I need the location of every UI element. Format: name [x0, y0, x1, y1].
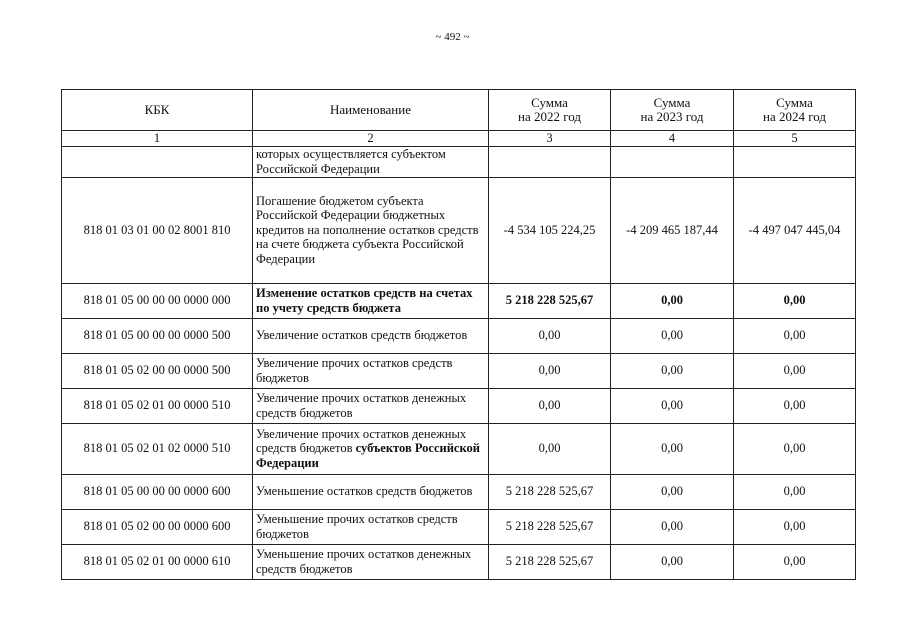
column-number: 5	[734, 131, 856, 147]
kbk-code-cell: 818 01 05 02 01 02 0000 510	[62, 423, 253, 474]
table-row	[62, 177, 856, 283]
column-number: 2	[253, 131, 489, 147]
table-row	[62, 353, 856, 388]
amount-2024-cell: 0,00	[734, 353, 856, 388]
amount-2024-cell: 0,00	[734, 388, 856, 423]
item-name-bold-text: субъектов Российской Федерации	[256, 441, 480, 470]
kbk-code-cell: 818 01 05 00 00 00 0000 000	[62, 283, 253, 318]
header-name: Наименование	[253, 90, 489, 131]
amount-2024-cell: 0,00	[734, 509, 856, 544]
amount-2024-cell: -4 497 047 445,04	[734, 177, 856, 283]
item-name-cell: Увеличение прочих остатков средств бюджетов	[253, 353, 489, 388]
item-name-cell: Изменение остатков средств на счетах по учету средств бюджета	[253, 283, 489, 318]
item-name-cell: Уменьшение остатков средств бюджетов	[253, 474, 489, 509]
amount-2023-cell: 0,00	[611, 544, 734, 579]
kbk-code-cell: 818 01 05 00 00 00 0000 500	[62, 318, 253, 353]
budget-sources-table	[61, 89, 856, 580]
amount-2023-cell: 0,00	[611, 509, 734, 544]
column-number: 4	[611, 131, 734, 147]
table-row	[62, 283, 856, 318]
table-row	[62, 509, 856, 544]
header-sum-2022: Сумма на 2022 год	[489, 90, 611, 131]
amount-2023-cell: 0,00	[611, 318, 734, 353]
kbk-code-cell: 818 01 05 02 00 00 0000 500	[62, 353, 253, 388]
page-number: ~ 492 ~	[435, 31, 470, 43]
amount-2023-cell: 0,00	[611, 353, 734, 388]
item-name-cell: Уменьшение прочих остатков денежных средств бюджетов	[253, 544, 489, 579]
column-number: 3	[489, 131, 611, 147]
item-name-cell: Погашение бюджетом субъекта Российской Федерации бюджетных кредитов на пополнение остатков средств на счете бюджета субъекта Российской Федерации	[253, 177, 489, 283]
amount-2024-cell: 0,00	[734, 423, 856, 474]
item-name-text: Увеличение прочих остатков денежных средств бюджетов	[256, 426, 467, 456]
amount-2022-cell: 0,00	[489, 353, 611, 388]
kbk-code-cell: 818 01 05 02 00 00 0000 600	[62, 509, 253, 544]
amount-2022-cell: 5 218 228 525,67	[489, 509, 611, 544]
amount-2022-cell: 5 218 228 525,67	[489, 544, 611, 579]
amount-2024-cell: 0,00	[734, 283, 856, 318]
amount-2022-cell: 0,00	[489, 423, 611, 474]
amount-2023-cell: 0,00	[611, 474, 734, 509]
kbk-code-cell: 818 01 05 00 00 00 0000 600	[62, 474, 253, 509]
item-name-cell: Увеличение остатков средств бюджетов	[253, 318, 489, 353]
kbk-code-cell: 818 01 05 02 01 00 0000 610	[62, 544, 253, 579]
header-sum-2024: Сумма на 2024 год	[734, 90, 856, 131]
amount-2023-cell	[611, 146, 734, 177]
table-row	[62, 388, 856, 423]
amount-2022-cell: -4 534 105 224,25	[489, 177, 611, 283]
amount-2024-cell: 0,00	[734, 318, 856, 353]
column-number: 1	[62, 131, 253, 147]
table-row	[62, 318, 856, 353]
item-name-cell: Уменьшение прочих остатков средств бюджетов	[253, 509, 489, 544]
amount-2022-cell: 0,00	[489, 388, 611, 423]
amount-2024-cell: 0,00	[734, 544, 856, 579]
amount-2023-cell: 0,00	[611, 388, 734, 423]
kbk-code-cell: 818 01 05 02 01 00 0000 510	[62, 388, 253, 423]
table-row	[62, 544, 856, 579]
item-name-cell: которых осуществляется субъектом Российской Федерации	[253, 146, 489, 177]
header-kbk: КБК	[62, 90, 253, 131]
amount-2022-cell: 0,00	[489, 318, 611, 353]
table-row	[62, 474, 856, 509]
amount-2023-cell: 0,00	[611, 283, 734, 318]
amount-2022-cell: 5 218 228 525,67	[489, 283, 611, 318]
amount-2024-cell	[734, 146, 856, 177]
column-number-row	[62, 131, 856, 147]
item-name-cell: Увеличение прочих остатков денежных средств бюджетов	[253, 388, 489, 423]
amount-2022-cell	[489, 146, 611, 177]
amount-2022-cell: 5 218 228 525,67	[489, 474, 611, 509]
kbk-code-cell	[62, 146, 253, 177]
table-header-row	[62, 90, 856, 131]
amount-2024-cell: 0,00	[734, 474, 856, 509]
table-row	[62, 423, 856, 474]
item-name-cell	[253, 423, 489, 474]
kbk-code-cell: 818 01 03 01 00 02 8001 810	[62, 177, 253, 283]
amount-2023-cell: 0,00	[611, 423, 734, 474]
header-sum-2023: Сумма на 2023 год	[611, 90, 734, 131]
table-row	[62, 146, 856, 177]
amount-2023-cell: -4 209 465 187,44	[611, 177, 734, 283]
